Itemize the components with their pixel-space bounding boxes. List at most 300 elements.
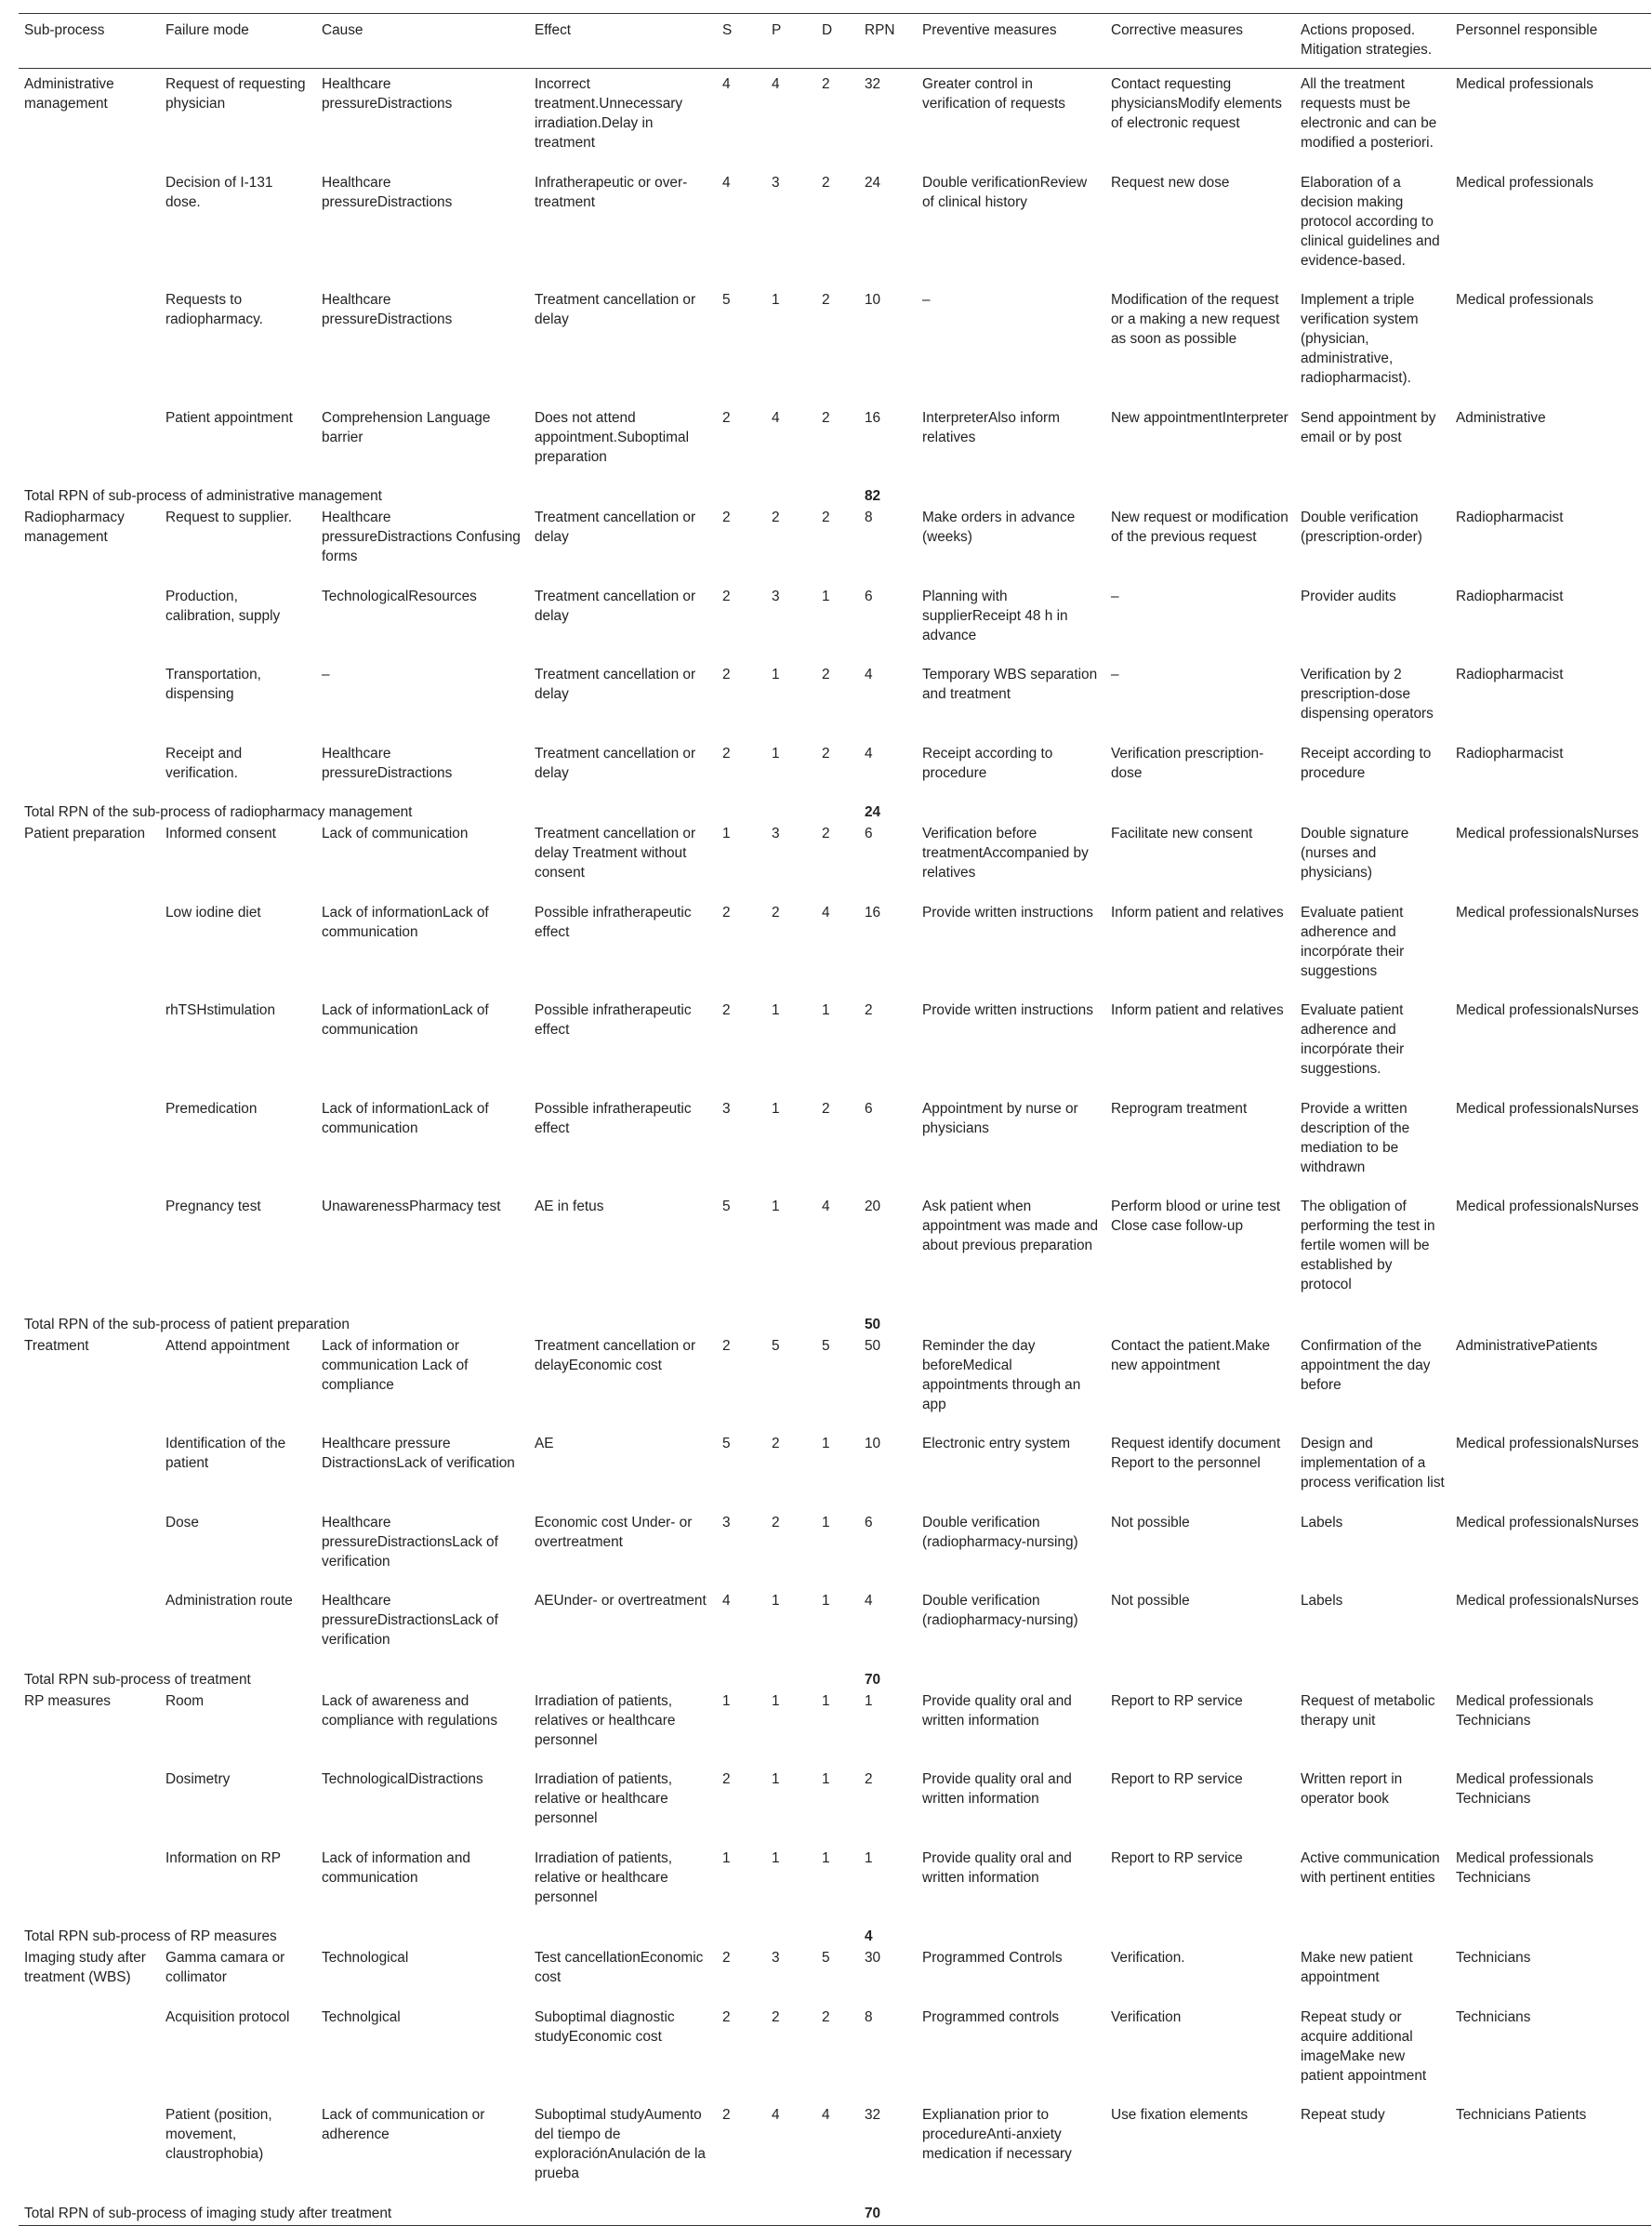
header-cell: Sub-process [24,22,105,38]
detectability-cell: 2 [822,667,830,682]
detectability-cell: 2 [822,2008,830,2025]
failure-mode-cell: Production, calibration, supply [165,588,281,624]
actions-proposed-cell: Repeat study [1301,2107,1385,2123]
detectability-cell: 2 [822,1100,830,1117]
corrective-measures-cell: Modification of the request or a making a new request as soon as possible [1111,292,1280,347]
actions-proposed-cell: Written report in operator book [1301,1771,1403,1807]
severity-cell: 2 [722,745,731,762]
personnel-responsible-cell: Technicians [1456,2008,1531,2025]
total-rpn-value: 70 [859,2204,917,2226]
corrective-measures-cell: Request new dose [1111,174,1230,191]
effect-cell: Possible infratherapeutic effect [535,904,692,940]
preventive-measures-cell: Double verification (radiopharmacy-nursing) [922,1514,1078,1550]
preventive-measures-cell: Provide written instructions [922,1002,1093,1018]
sub-process-cell [19,744,160,803]
cause-cell: Healthcare pressureDistractions [322,745,453,781]
cause-cell: Lack of communication [322,826,469,841]
sub-process-cell [19,587,160,666]
total-label: Total RPN of the sub-process of radiopharmacy management [24,804,413,820]
header-cell: S [722,22,733,38]
detectability-cell: 1 [822,1002,830,1018]
failure-mode-cell: Information on RP [165,1849,282,1866]
rpn-cell: 1 [865,1692,873,1709]
sub-process-cell [19,2007,160,2106]
effect-cell: Test cancellationEconomic cost [535,1950,704,1985]
cause-cell: Lack of informationLack of communication [322,1002,489,1038]
probability-cell: 3 [772,174,780,191]
effect-cell: AEUnder- or overtreatment [535,1593,707,1609]
detectability-cell: 1 [822,1514,830,1530]
corrective-measures-cell: Use fixation elements [1111,2107,1249,2123]
corrective-measures-cell: Contact requesting physiciansModify elements of electronic request [1111,76,1282,131]
preventive-measures-cell: Double verificationReview of clinical history [922,174,1088,210]
header-cell: D [822,22,833,38]
preventive-measures-cell: Double verification (radiopharmacy-nursing) [922,1593,1078,1628]
empty-cell [917,1670,1651,1691]
sub-process-cell [19,1197,160,1315]
table-row [19,1099,1651,1198]
detectability-cell: 1 [822,1436,830,1451]
cause-cell: Healthcare pressureDistractionsLack of verification [322,1514,498,1570]
personnel-responsible-cell: AdministrativePatients [1456,1337,1598,1354]
severity-cell: 2 [722,2008,731,2025]
personnel-responsible-cell: Medical professionalsNurses [1456,1100,1639,1117]
corrective-measures-cell: Reprogram treatment [1111,1100,1248,1117]
table-row [19,1591,1651,1670]
failure-mode-cell: Patient (position, movement, claustrophobia) [165,2107,272,2162]
personnel-responsible-cell: Medical professionals [1456,76,1593,92]
severity-cell: 4 [722,76,731,92]
rpn-cell: 6 [865,1100,873,1117]
failure-mode-cell: Dosimetry [165,1771,231,1787]
rpn-cell: 10 [865,292,881,308]
rpn-cell: 16 [865,904,881,921]
failure-mode-cell: Dose [165,1514,199,1530]
corrective-measures-cell: Report to RP service [1111,1849,1243,1866]
effect-cell: Possible infratherapeutic effect [535,1002,692,1038]
corrective-measures-cell: Verification prescription-dose [1111,745,1264,781]
sub-process-cell [19,1769,160,1848]
probability-cell: 3 [772,1950,780,1966]
corrective-measures-cell: Request identify document Report to the personnel [1111,1436,1281,1471]
corrective-measures-cell: Inform patient and relatives [1111,904,1284,921]
sub-process-cell: Administrative management [24,76,114,112]
preventive-measures-cell: Explianation prior to procedureAnti-anxiety medication if necessary [922,2107,1072,2162]
sub-process-cell [19,1099,160,1198]
actions-proposed-cell: Implement a triple verification system (physician, administrative, radiopharmacist). [1301,292,1419,386]
detectability-cell: 2 [822,745,830,762]
cause-cell: Technolgical [322,2008,401,2025]
table-row [19,587,1651,666]
rpn-cell: 4 [865,1593,873,1609]
probability-cell: 3 [772,826,780,841]
total-row [19,1670,1651,1691]
header-cell: Preventive measures [922,22,1057,38]
table-row [19,2007,1651,2106]
preventive-measures-cell: Appointment by nurse or physicians [922,1100,1078,1136]
sub-process-cell: Treatment [24,1337,89,1354]
table-row [19,173,1651,291]
severity-cell: 2 [722,904,731,921]
cause-cell: Lack of information or communication Lack of compliance [322,1337,469,1393]
cause-cell: – [322,667,330,682]
table-body [19,69,1651,2226]
cause-cell: Technological [322,1950,409,1966]
table-row [19,824,1651,903]
total-row [19,486,1651,508]
preventive-measures-cell: Planning with supplierReceipt 48 h in advance [922,588,1068,643]
effect-cell: Treatment cancellation or delay [535,745,696,781]
preventive-measures-cell: Verification before treatmentAccompanied by relatives [922,826,1089,881]
detectability-cell: 2 [822,510,830,525]
actions-proposed-cell: Confirmation of the appointment the day before [1301,1337,1431,1393]
probability-cell: 1 [772,1771,780,1787]
severity-cell: 2 [722,1002,731,1018]
table-row [19,2105,1651,2204]
preventive-measures-cell: Reminder the day beforeMedical appointments through an app [922,1337,1081,1412]
preventive-measures-cell: Provide quality oral and written information [922,1692,1072,1729]
rpn-cell: 6 [865,588,873,604]
effect-cell: Economic cost Under- or overtreatment [535,1514,693,1550]
sub-process-cell: Imaging study after treatment (WBS) [24,1950,146,1985]
empty-cell [917,2204,1651,2226]
detectability-cell: 2 [822,292,830,308]
severity-cell: 2 [722,409,731,426]
header-cell: Actions proposed. Mitigation strategies. [1301,22,1433,58]
preventive-measures-cell: Ask patient when appointment was made and about previous preparation [922,1199,1099,1253]
effect-cell: Irradiation of patients, relative or healthcare personnel [535,1771,673,1826]
probability-cell: 1 [772,667,780,682]
sub-process-cell [19,665,160,744]
probability-cell: 2 [772,1436,780,1451]
cause-cell: Healthcare pressureDistractions [322,292,453,327]
detectability-cell: 4 [822,2107,830,2123]
cause-cell: Healthcare pressureDistractions [322,174,453,210]
cause-cell: Lack of informationLack of communication [322,904,489,940]
rpn-cell: 8 [865,2008,873,2025]
header-cell: Effect [535,22,572,38]
preventive-measures-cell: Receipt according to procedure [922,745,1053,781]
table-row [19,665,1651,744]
cause-cell: Lack of awareness and compliance with regulations [322,1692,498,1729]
cause-cell: TechnologicalResources [322,588,477,604]
table-row [19,903,1651,1001]
empty-cell [917,802,1651,824]
sub-process-cell: Radiopharmacy management [24,510,125,545]
failure-mode-cell: Administration route [165,1593,293,1609]
failure-mode-cell: Informed consent [165,826,276,841]
rpn-cell: 2 [865,1771,873,1787]
effect-cell: Infratherapeutic or over-treatment [535,174,688,210]
sub-process-cell [19,1513,160,1592]
preventive-measures-cell: Temporary WBS separation and treatment [922,667,1098,702]
probability-cell: 2 [772,2008,780,2025]
actions-proposed-cell: Double signature (nurses and physicians) [1301,826,1409,881]
severity-cell: 2 [722,588,731,604]
probability-cell: 1 [772,745,780,762]
rpn-cell: 16 [865,409,881,426]
sub-process-cell [19,290,160,408]
rpn-cell: 4 [865,745,873,762]
header-cell: Personnel responsible [1456,22,1598,38]
failure-mode-cell: Patient appointment [165,409,293,426]
detectability-cell: 2 [822,76,830,92]
corrective-measures-cell: Verification [1111,2008,1182,2025]
rpn-cell: 2 [865,1002,873,1018]
preventive-measures-cell: Electronic entry system [922,1436,1071,1451]
actions-proposed-cell: The obligation of performing the test in fertile women will be established by protocol [1301,1199,1435,1292]
failure-mode-cell: Request of requesting physician [165,76,306,112]
cause-cell: Lack of information and communication [322,1849,470,1886]
corrective-measures-cell: Verification. [1111,1950,1185,1966]
detectability-cell: 2 [822,826,830,841]
rpn-cell: 1 [865,1849,873,1866]
preventive-measures-cell: InterpreterAlso inform relatives [922,409,1060,445]
effect-cell: Suboptimal studyAumento del tiempo de exploraciónAnulación de la prueba [535,2107,706,2181]
effect-cell: Irradiation of patients, relative or healthcare personnel [535,1849,673,1905]
detectability-cell: 2 [822,409,830,426]
table-row [19,1691,1651,1770]
total-rpn-value: 70 [865,1671,881,1688]
actions-proposed-cell: Double verification (prescription-order) [1301,510,1422,545]
cause-cell: TechnologicalDistractions [322,1771,483,1787]
effect-cell: Suboptimal diagnostic studyEconomic cost [535,2008,675,2045]
corrective-measures-cell: – [1111,588,1119,604]
detectability-cell: 5 [822,1950,830,1966]
probability-cell: 5 [772,1337,780,1354]
effect-cell: Treatment cancellation or delay [535,588,696,624]
effect-cell: Does not attend appointment.Suboptimal preparation [535,409,689,465]
rpn-cell: 20 [865,1199,881,1214]
severity-cell: 2 [722,510,731,525]
sub-process-cell: RP measures [24,1692,111,1709]
empty-cell [917,1927,1651,1948]
personnel-responsible-cell: Medical professionalsNurses [1456,904,1639,921]
actions-proposed-cell: Evaluate patient adherence and incorpórate their suggestions. [1301,1002,1405,1077]
severity-cell: 2 [722,667,731,682]
rpn-cell: 8 [865,510,873,525]
failure-mode-cell: Low iodine diet [165,904,261,921]
probability-cell: 4 [772,76,780,92]
failure-mode-cell: Acquisition protocol [165,2008,290,2025]
personnel-responsible-cell: Medical professionalsNurses [1456,1514,1639,1530]
probability-cell: 1 [772,1002,780,1018]
corrective-measures-cell: Perform blood or urine test Close case follow-up [1111,1199,1281,1234]
header-cell: Cause [322,22,363,38]
severity-cell: 5 [722,1199,731,1214]
personnel-responsible-cell: Radiopharmacist [1456,588,1564,604]
actions-proposed-cell: Make new patient appointment [1301,1950,1413,1985]
probability-cell: 3 [772,588,780,604]
table-row [19,508,1651,587]
probability-cell: 1 [772,292,780,308]
table-row [19,1848,1651,1928]
failure-mode-cell: Pregnancy test [165,1199,261,1214]
effect-cell: Treatment cancellation or delay Treatment without consent [535,826,696,881]
table-row [19,1197,1651,1315]
cause-cell: Healthcare pressureDistractions Confusing forms [322,510,521,564]
failure-mode-cell: Requests to radiopharmacy. [165,292,263,327]
corrective-measures-cell: Report to RP service [1111,1771,1243,1787]
corrective-measures-cell: New appointmentInterpreter [1111,409,1289,426]
table-row [19,1513,1651,1592]
sub-process-cell: Patient preparation [24,826,146,841]
total-row [19,1927,1651,1948]
rpn-cell: 10 [865,1436,881,1451]
total-label: Total RPN sub-process of RP measures [24,1928,277,1944]
corrective-measures-cell: Inform patient and relatives [1111,1002,1284,1018]
probability-cell: 1 [772,1199,780,1214]
rpn-cell: 6 [865,826,873,841]
probability-cell: 1 [772,1593,780,1609]
probability-cell: 2 [772,510,780,525]
actions-proposed-cell: Active communication with pertinent entities [1301,1849,1440,1886]
effect-cell: Irradiation of patients, relatives or healthcare personnel [535,1692,676,1748]
table-row [19,1000,1651,1099]
probability-cell: 1 [772,1849,780,1866]
header-cell: Failure mode [165,22,249,38]
actions-proposed-cell: Verification by 2 prescription-dose dispensing operators [1301,667,1434,722]
actions-proposed-cell: Repeat study or acquire additional imageMake new patient appointment [1301,2008,1427,2084]
personnel-responsible-cell: Medical professionals Technicians [1456,1849,1593,1886]
corrective-measures-cell: Report to RP service [1111,1692,1243,1709]
sub-process-cell [19,1848,160,1928]
failure-mode-cell: Attend appointment [165,1337,290,1354]
actions-proposed-cell: Request of metabolic therapy unit [1301,1692,1435,1729]
table-row [19,290,1651,408]
header-cell: P [772,22,782,38]
cause-cell: UnawarenessPharmacy test [322,1199,501,1214]
detectability-cell: 1 [822,1771,830,1787]
sub-process-cell [19,1434,160,1513]
corrective-measures-cell: – [1111,667,1119,682]
actions-proposed-cell: Provider audits [1301,588,1396,604]
severity-cell: 5 [722,1436,731,1451]
total-row [19,1315,1651,1336]
personnel-responsible-cell: Administrative [1456,409,1546,426]
empty-cell [917,1315,1651,1336]
total-rpn-value: 4 [865,1928,873,1944]
effect-cell: Possible infratherapeutic effect [535,1100,692,1136]
personnel-responsible-cell: Radiopharmacist [1456,667,1564,682]
severity-cell: 4 [722,1593,731,1609]
cause-cell: Lack of communication or adherence [322,2107,485,2142]
personnel-responsible-cell: Radiopharmacist [1456,510,1564,525]
effect-cell: Treatment cancellation or delay [535,292,696,327]
rpn-cell: 6 [865,1514,873,1530]
sub-process-cell [19,173,160,291]
header-row [19,14,1651,69]
detectability-cell: 4 [822,1199,830,1214]
table-row [19,744,1651,803]
table-row [19,1948,1651,2007]
personnel-responsible-cell: Medical professionals Technicians [1456,1692,1593,1729]
preventive-measures-cell: Programmed Controls [922,1950,1063,1966]
severity-cell: 3 [722,1100,731,1117]
severity-cell: 1 [722,1849,731,1866]
table-row [19,1434,1651,1513]
probability-cell: 2 [772,1514,780,1530]
severity-cell: 1 [722,1692,731,1709]
failure-mode-cell: Identification of the patient [165,1436,286,1471]
actions-proposed-cell: Send appointment by email or by post [1301,409,1436,445]
probability-cell: 4 [772,409,780,426]
actions-proposed-cell: Receipt according to procedure [1301,745,1432,781]
corrective-measures-cell: Facilitate new consent [1111,826,1253,841]
total-rpn-value: 82 [865,488,881,504]
rpn-cell: 4 [865,667,873,682]
fmea-table [19,13,1651,2226]
failure-mode-cell: rhTSHstimulation [165,1002,276,1018]
preventive-measures-cell: – [922,292,931,308]
probability-cell: 4 [772,2107,780,2123]
rpn-cell: 30 [865,1950,881,1966]
personnel-responsible-cell: Medical professionals [1456,174,1593,191]
table-row [19,1769,1651,1848]
table-row [19,69,1651,173]
sub-process-cell [19,1000,160,1099]
total-row [19,802,1651,824]
table-row [19,408,1651,487]
detectability-cell: 2 [822,174,830,191]
probability-cell: 2 [772,904,780,921]
personnel-responsible-cell: Technicians Patients [1456,2107,1587,2123]
personnel-responsible-cell: Medical professionalsNurses [1456,1436,1639,1451]
detectability-cell: 4 [822,904,830,921]
severity-cell: 2 [722,1950,731,1966]
sub-process-cell [19,903,160,1001]
effect-cell: AE in fetus [535,1199,604,1214]
detectability-cell: 1 [822,588,830,604]
failure-mode-cell: Room [165,1692,205,1709]
actions-proposed-cell: Design and implementation of a process verification list [1301,1436,1445,1491]
preventive-measures-cell: Programmed controls [922,2008,1060,2025]
effect-cell: Treatment cancellation or delayEconomic cost [535,1337,696,1373]
sub-process-cell [19,408,160,487]
sub-process-cell [19,1591,160,1670]
corrective-measures-cell: Contact the patient.Make new appointment [1111,1337,1271,1373]
personnel-responsible-cell: Technicians [1456,1950,1531,1966]
detectability-cell: 5 [822,1337,830,1354]
total-label: Total RPN of sub-process of imaging study after treatment [19,2204,859,2226]
actions-proposed-cell: Elaboration of a decision making protocol according to clinical guidelines and evidence-based. [1301,174,1440,269]
effect-cell: Treatment cancellation or delay [535,667,696,702]
total-row [19,2204,1651,2226]
personnel-responsible-cell: Medical professionalsNurses [1456,1002,1639,1018]
preventive-measures-cell: Make orders in advance (weeks) [922,510,1076,545]
preventive-measures-cell: Greater control in verification of requests [922,76,1065,112]
rpn-cell: 24 [865,174,881,191]
actions-proposed-cell: Provide a written description of the mediation to be withdrawn [1301,1100,1410,1175]
actions-proposed-cell: Labels [1301,1514,1343,1530]
severity-cell: 2 [722,1771,731,1787]
severity-cell: 4 [722,174,731,191]
total-label: Total RPN of sub-process of administrative management [24,488,382,504]
personnel-responsible-cell: Medical professionalsNurses [1456,1199,1639,1214]
failure-mode-cell: Transportation, dispensing [165,667,261,702]
total-rpn-value: 24 [865,804,881,820]
failure-mode-cell: Request to supplier. [165,510,293,525]
cause-cell: Healthcare pressureDistractionsLack of verification [322,1593,498,1648]
effect-cell: Treatment cancellation or delay [535,510,696,545]
personnel-responsible-cell: Medical professionals [1456,292,1593,308]
total-label: Total RPN of the sub-process of patient preparation [24,1316,350,1332]
effect-cell: Incorrect treatment.Unnecessary irradiation.Delay in treatment [535,76,683,151]
actions-proposed-cell: Evaluate patient adherence and incorpórate their suggestions [1301,904,1405,979]
failure-mode-cell: Premedication [165,1100,258,1117]
severity-cell: 5 [722,292,731,308]
detectability-cell: 1 [822,1692,830,1709]
